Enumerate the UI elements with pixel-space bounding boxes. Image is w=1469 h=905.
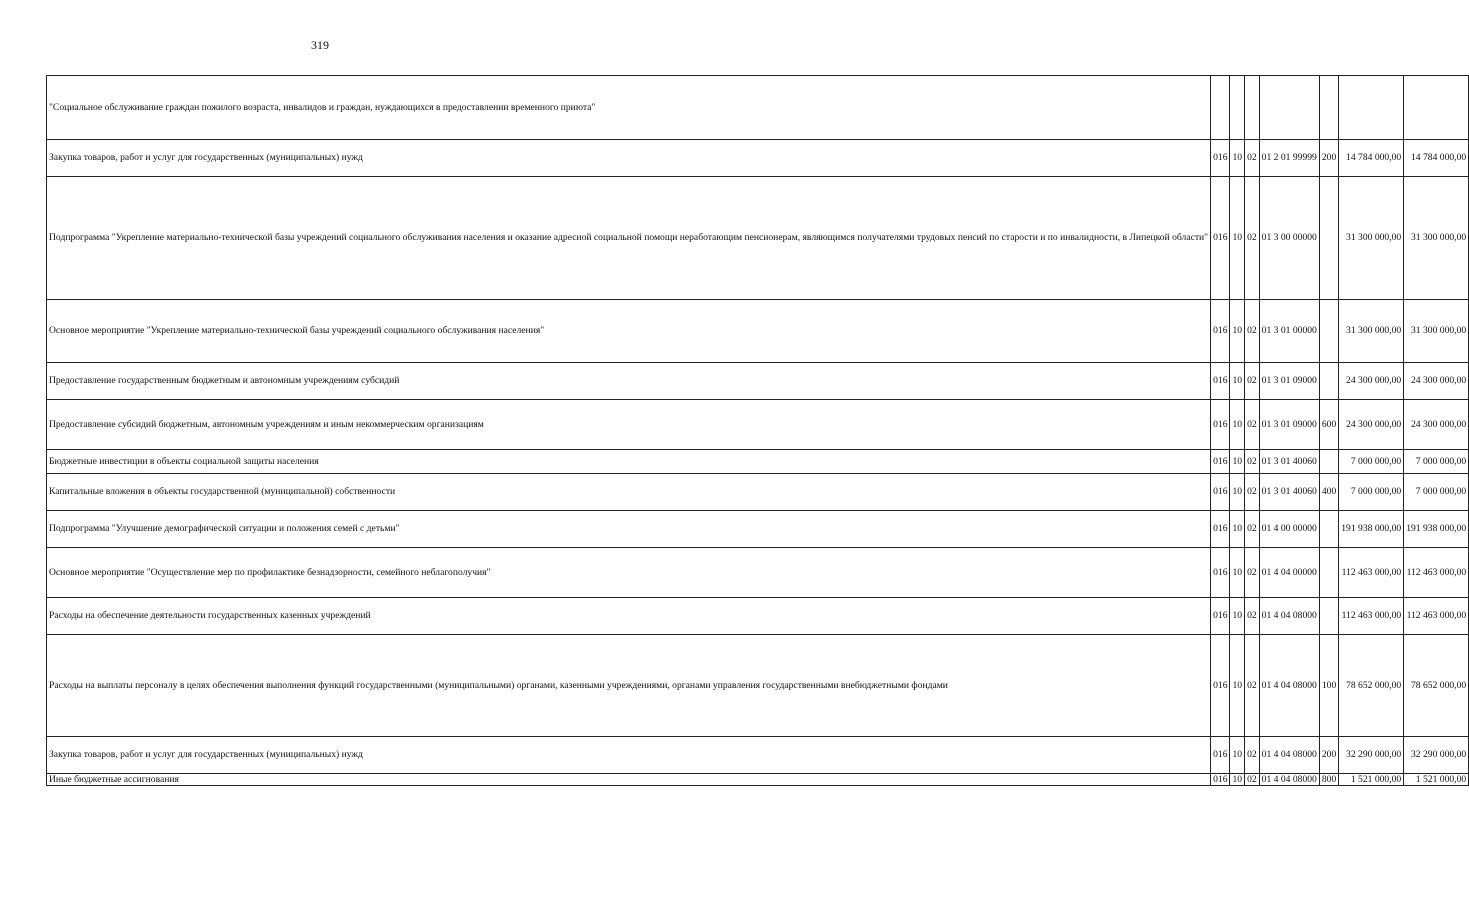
amount-cell: 112 463 000,00: [1339, 548, 1404, 598]
row-name-cell: Предоставление субсидий бюджетным, автономным учреждениям и иным некоммерческим организациям: [47, 400, 1211, 450]
grbs-cell: 016: [1211, 474, 1230, 511]
amount-next-cell: 78 652 000,00: [1404, 635, 1469, 737]
amount-cell: 112 463 000,00: [1339, 598, 1404, 635]
section-cell: 10: [1230, 400, 1245, 450]
amount-next-cell: 32 290 000,00: [1404, 737, 1469, 774]
section-cell: 10: [1230, 363, 1245, 400]
subsection-cell: [1245, 76, 1260, 140]
target-article-cell: 01 4 04 08000: [1259, 737, 1319, 774]
subsection-cell: 02: [1245, 450, 1260, 474]
table-row: [47, 450, 1469, 474]
expense-type-cell: [1319, 76, 1338, 140]
amount-next-cell: 24 300 000,00: [1404, 400, 1469, 450]
target-article-cell: 01 4 04 08000: [1259, 635, 1319, 737]
page-number: 319: [311, 38, 329, 52]
amount-next-cell: 1 521 000,00: [1404, 774, 1469, 786]
table-row: [47, 177, 1469, 300]
target-article-cell: 01 4 04 08000: [1259, 774, 1319, 786]
section-cell: 10: [1230, 177, 1245, 300]
subsection-cell: 02: [1245, 400, 1260, 450]
table-row: [47, 598, 1469, 635]
target-article-cell: 01 3 00 00000: [1259, 177, 1319, 300]
table-row: [47, 737, 1469, 774]
grbs-cell: 016: [1211, 300, 1230, 363]
expense-type-cell: 200: [1319, 737, 1338, 774]
amount-cell: 24 300 000,00: [1339, 363, 1404, 400]
table-row: [47, 363, 1469, 400]
expense-type-cell: 200: [1319, 140, 1338, 177]
table-row: [47, 76, 1469, 140]
subsection-cell: 02: [1245, 598, 1260, 635]
amount-cell: 31 300 000,00: [1339, 177, 1404, 300]
subsection-cell: 02: [1245, 177, 1260, 300]
section-cell: 10: [1230, 300, 1245, 363]
amount-cell: 191 938 000,00: [1339, 511, 1404, 548]
target-article-cell: [1259, 76, 1319, 140]
expense-type-cell: [1319, 177, 1338, 300]
expense-type-cell: 100: [1319, 635, 1338, 737]
expense-type-cell: 400: [1319, 474, 1338, 511]
table-row: [47, 400, 1469, 450]
expense-type-cell: [1319, 363, 1338, 400]
target-article-cell: 01 4 04 08000: [1259, 598, 1319, 635]
section-cell: 10: [1230, 635, 1245, 737]
table-row: [47, 548, 1469, 598]
grbs-cell: [1211, 76, 1230, 140]
row-name-cell: Закупка товаров, работ и услуг для государственных (муниципальных) нужд: [47, 140, 1211, 177]
amount-next-cell: 31 300 000,00: [1404, 177, 1469, 300]
row-name-cell: Иные бюджетные ассигнования: [47, 774, 1211, 786]
target-article-cell: 01 3 01 40060: [1259, 450, 1319, 474]
row-name-cell: Расходы на выплаты персоналу в целях обеспечения выполнения функций государственными (муниципальными) органами, казенными учреждениями, органами управления государственными внебюджетными фондами: [47, 635, 1211, 737]
amount-cell: 24 300 000,00: [1339, 400, 1404, 450]
section-cell: 10: [1230, 548, 1245, 598]
budget-table: [46, 75, 1469, 786]
row-name-cell: Капитальные вложения в объекты государственной (муниципальной) собственности: [47, 474, 1211, 511]
target-article-cell: 01 2 01 99999: [1259, 140, 1319, 177]
section-cell: 10: [1230, 474, 1245, 511]
row-name-cell: Подпрограмма "Укрепление материально-технической базы учреждений социального обслуживания населения и оказание адресной социальной помощи неработающим пенсионерам, являющимся получателями трудовых пенсий по старости и по инвалидности, в Липецкой области": [47, 177, 1211, 300]
grbs-cell: 016: [1211, 511, 1230, 548]
table-row: [47, 474, 1469, 511]
table-row: [47, 511, 1469, 548]
row-name-cell: Закупка товаров, работ и услуг для государственных (муниципальных) нужд: [47, 737, 1211, 774]
amount-cell: 1 521 000,00: [1339, 774, 1404, 786]
table-body: [47, 76, 1469, 786]
subsection-cell: 02: [1245, 774, 1260, 786]
grbs-cell: 016: [1211, 363, 1230, 400]
expense-type-cell: [1319, 450, 1338, 474]
amount-cell: 31 300 000,00: [1339, 300, 1404, 363]
expense-type-cell: 600: [1319, 400, 1338, 450]
target-article-cell: 01 3 01 00000: [1259, 300, 1319, 363]
grbs-cell: 016: [1211, 635, 1230, 737]
grbs-cell: 016: [1211, 774, 1230, 786]
amount-next-cell: 31 300 000,00: [1404, 300, 1469, 363]
amount-next-cell: 24 300 000,00: [1404, 363, 1469, 400]
row-name-cell: Подпрограмма "Улучшение демографической ситуации и положения семей с детьми": [47, 511, 1211, 548]
grbs-cell: 016: [1211, 450, 1230, 474]
row-name-cell: Предоставление государственным бюджетным и автономным учреждениям субсидий: [47, 363, 1211, 400]
amount-next-cell: 14 784 000,00: [1404, 140, 1469, 177]
section-cell: [1230, 76, 1245, 140]
row-name-cell: Бюджетные инвестиции в объекты социальной защиты населения: [47, 450, 1211, 474]
amount-cell: 78 652 000,00: [1339, 635, 1404, 737]
subsection-cell: 02: [1245, 300, 1260, 363]
row-name-cell: Основное мероприятие "Укрепление материально-технической базы учреждений социального обслуживания населения": [47, 300, 1211, 363]
amount-cell: [1339, 76, 1404, 140]
grbs-cell: 016: [1211, 598, 1230, 635]
section-cell: 10: [1230, 511, 1245, 548]
grbs-cell: 016: [1211, 400, 1230, 450]
expense-type-cell: [1319, 548, 1338, 598]
grbs-cell: 016: [1211, 548, 1230, 598]
amount-cell: 32 290 000,00: [1339, 737, 1404, 774]
subsection-cell: 02: [1245, 737, 1260, 774]
row-name-cell: Расходы на обеспечение деятельности государственных казенных учреждений: [47, 598, 1211, 635]
grbs-cell: 016: [1211, 177, 1230, 300]
subsection-cell: 02: [1245, 140, 1260, 177]
row-name-cell: "Социальное обслуживание граждан пожилого возраста, инвалидов и граждан, нуждающихся в предоставлении временного приюта": [47, 76, 1211, 140]
expense-type-cell: 800: [1319, 774, 1338, 786]
target-article-cell: 01 3 01 09000: [1259, 400, 1319, 450]
expense-type-cell: [1319, 511, 1338, 548]
amount-next-cell: [1404, 76, 1469, 140]
amount-next-cell: 7 000 000,00: [1404, 450, 1469, 474]
section-cell: 10: [1230, 140, 1245, 177]
amount-next-cell: 7 000 000,00: [1404, 474, 1469, 511]
amount-cell: 7 000 000,00: [1339, 450, 1404, 474]
subsection-cell: 02: [1245, 363, 1260, 400]
table-row: [47, 300, 1469, 363]
grbs-cell: 016: [1211, 737, 1230, 774]
table-row: [47, 774, 1469, 786]
target-article-cell: 01 4 04 00000: [1259, 548, 1319, 598]
grbs-cell: 016: [1211, 140, 1230, 177]
subsection-cell: 02: [1245, 635, 1260, 737]
section-cell: 10: [1230, 737, 1245, 774]
amount-cell: 14 784 000,00: [1339, 140, 1404, 177]
table-row: [47, 140, 1469, 177]
target-article-cell: 01 4 00 00000: [1259, 511, 1319, 548]
amount-next-cell: 191 938 000,00: [1404, 511, 1469, 548]
subsection-cell: 02: [1245, 511, 1260, 548]
subsection-cell: 02: [1245, 548, 1260, 598]
subsection-cell: 02: [1245, 474, 1260, 511]
expense-type-cell: [1319, 598, 1338, 635]
target-article-cell: 01 3 01 40060: [1259, 474, 1319, 511]
target-article-cell: 01 3 01 09000: [1259, 363, 1319, 400]
amount-cell: 7 000 000,00: [1339, 474, 1404, 511]
table-row: [47, 635, 1469, 737]
amount-next-cell: 112 463 000,00: [1404, 548, 1469, 598]
expense-type-cell: [1319, 300, 1338, 363]
section-cell: 10: [1230, 774, 1245, 786]
section-cell: 10: [1230, 450, 1245, 474]
amount-next-cell: 112 463 000,00: [1404, 598, 1469, 635]
row-name-cell: Основное мероприятие "Осуществление мер по профилактике безнадзорности, семейного неблагополучия": [47, 548, 1211, 598]
section-cell: 10: [1230, 598, 1245, 635]
